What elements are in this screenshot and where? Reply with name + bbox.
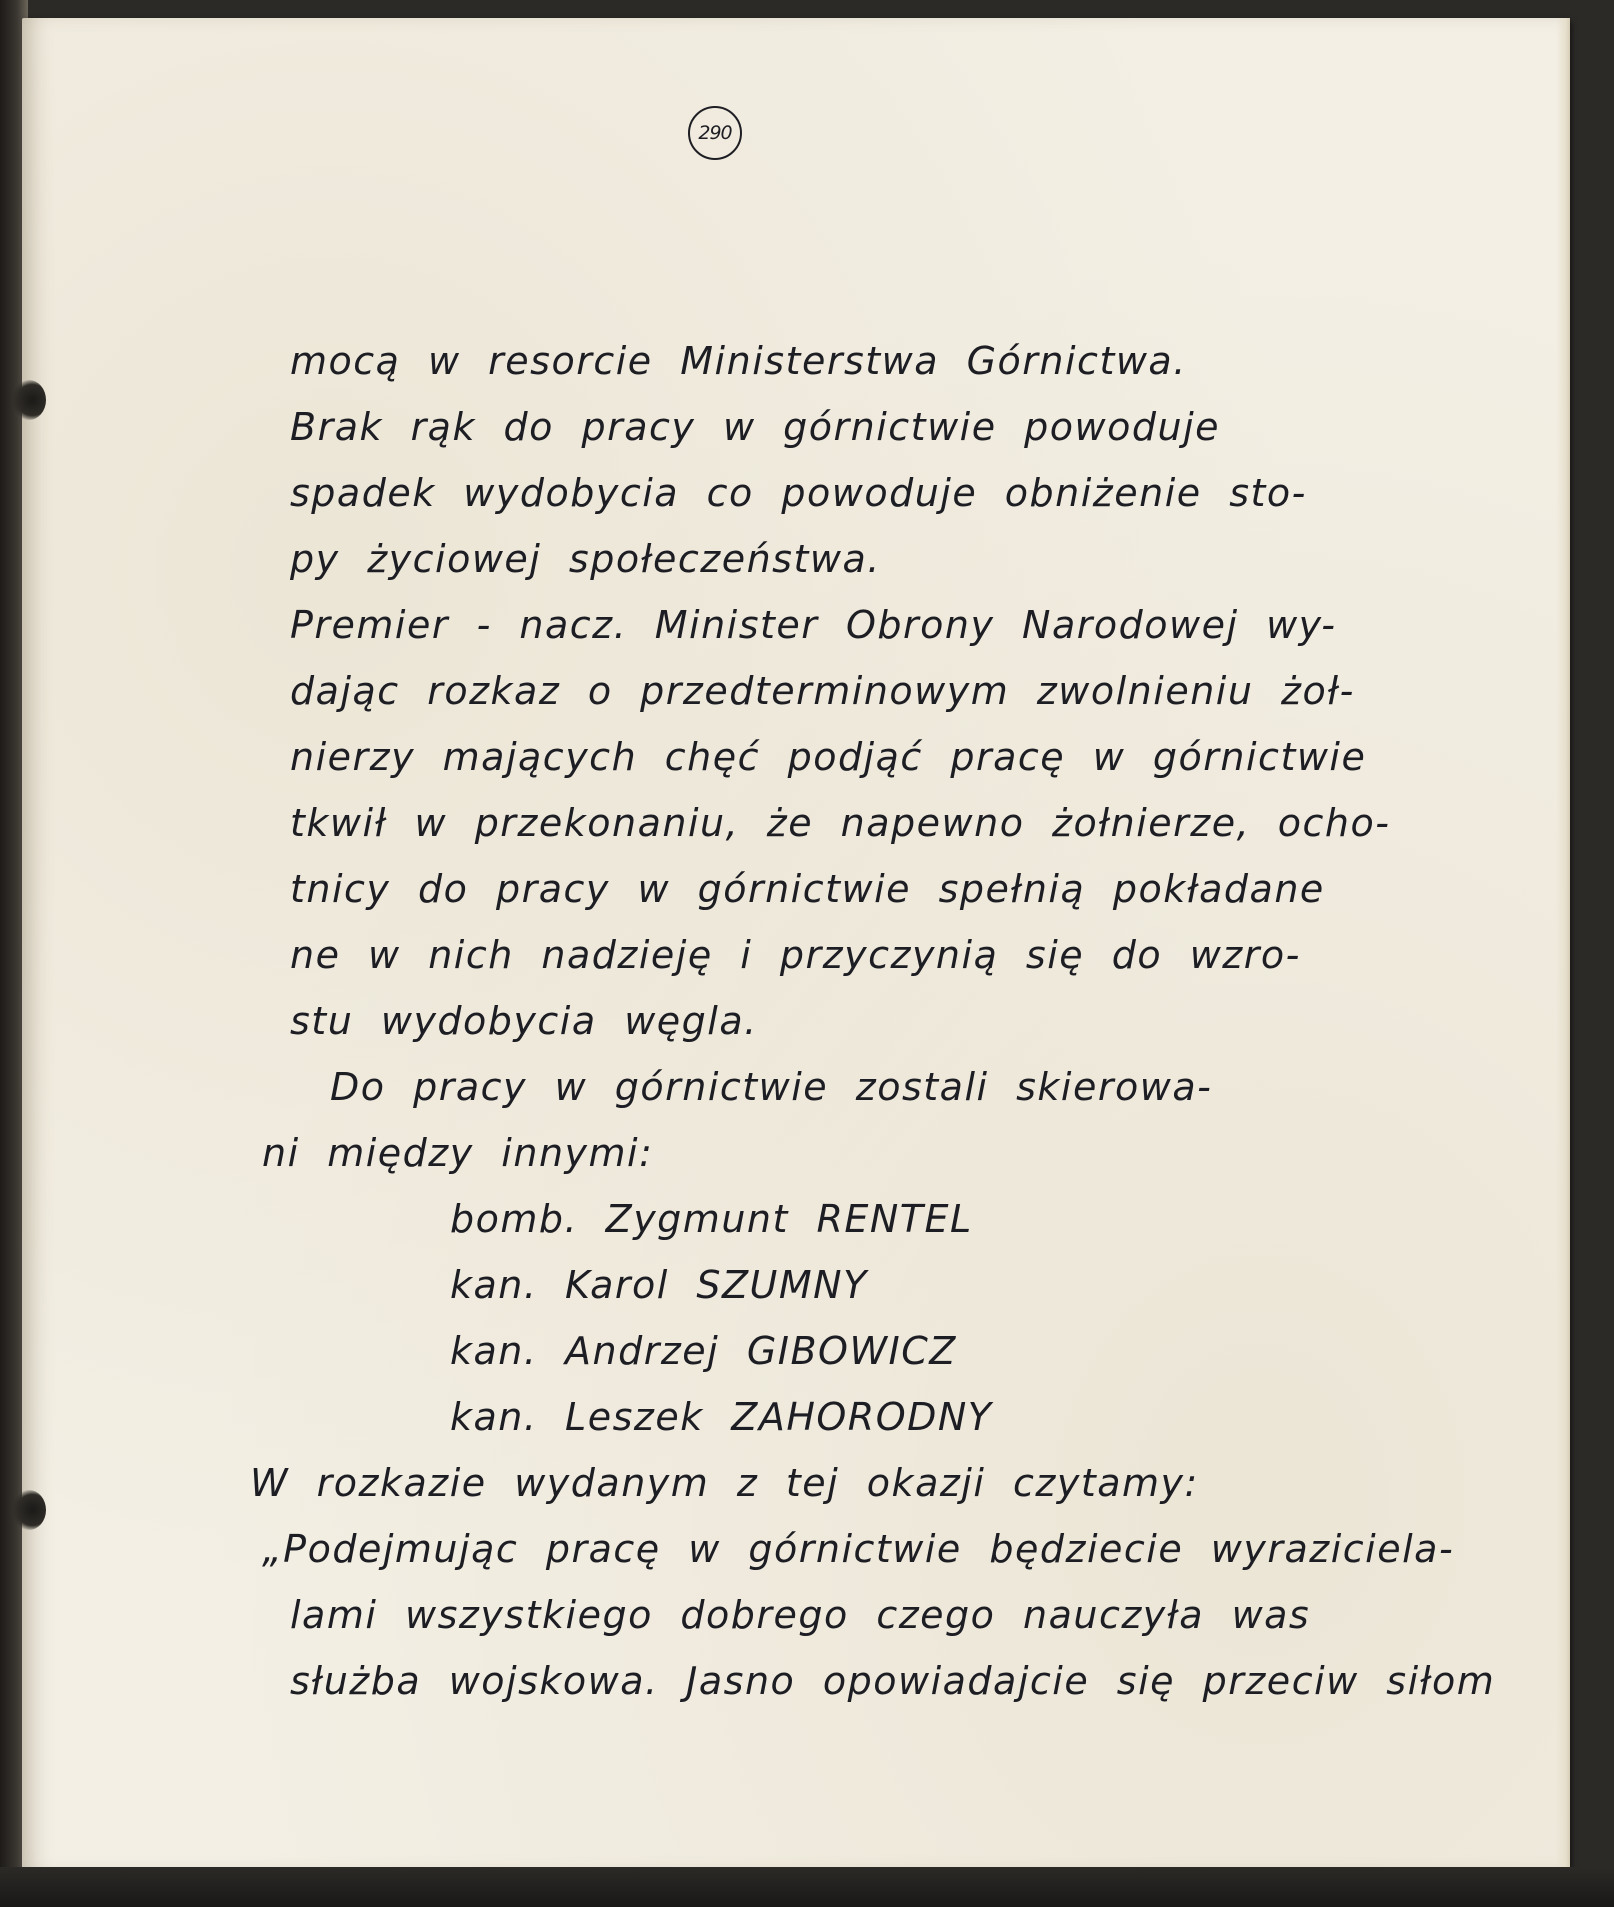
- text-line: py życiowej społeczeństwa.: [290, 537, 881, 581]
- text-line: Brak rąk do pracy w górnictwie powoduje: [290, 405, 1221, 449]
- text-line: kan. Karol SZUMNY: [450, 1263, 868, 1307]
- text-line: służba wojskowa. Jasno opowiadajcie się przeciw siłom: [290, 1659, 1496, 1703]
- binding-hole: [12, 380, 46, 420]
- text-line: ne w nich nadzieję i przyczynią się do wzro-: [290, 933, 1301, 977]
- bottom-edge: [0, 1867, 1614, 1907]
- text-line: bomb. Zygmunt RENTEL: [450, 1197, 973, 1241]
- text-line: nierzy mających chęć podjąć pracę w górnictwie: [290, 735, 1367, 779]
- text-line: kan. Andrzej GIBOWICZ: [450, 1329, 957, 1373]
- text-line: stu wydobycia węgla.: [290, 999, 758, 1043]
- text-line: mocą w resorcie Ministerstwa Górnictwa.: [290, 339, 1187, 383]
- text-line: ni między innymi:: [262, 1131, 654, 1175]
- binding-hole: [12, 1490, 46, 1530]
- text-line: Do pracy w górnictwie zostali skierowa-: [330, 1065, 1213, 1109]
- page-number: 290: [688, 106, 742, 160]
- text-line: Premier - nacz. Minister Obrony Narodowej wy-: [290, 603, 1337, 647]
- text-line: tkwił w przekonaniu, że napewno żołnierze, ocho-: [290, 801, 1391, 845]
- text-line: dając rozkaz o przedterminowym zwolnieniu żoł-: [290, 669, 1355, 713]
- text-line: spadek wydobycia co powoduje obniżenie sto-: [290, 471, 1307, 515]
- text-line: W rozkazie wydanym z tej okazji czytamy:: [250, 1461, 1199, 1505]
- text-line: „Podejmując pracę w górnictwie będziecie wyraziciela-: [262, 1527, 1455, 1571]
- text-line: lami wszystkiego dobrego czego nauczyła was: [290, 1593, 1311, 1637]
- handwritten-text: [250, 328, 1540, 1714]
- text-line: kan. Leszek ZAHORODNY: [450, 1395, 993, 1439]
- text-line: tnicy do pracy w górnictwie spełnią pokładane: [290, 867, 1325, 911]
